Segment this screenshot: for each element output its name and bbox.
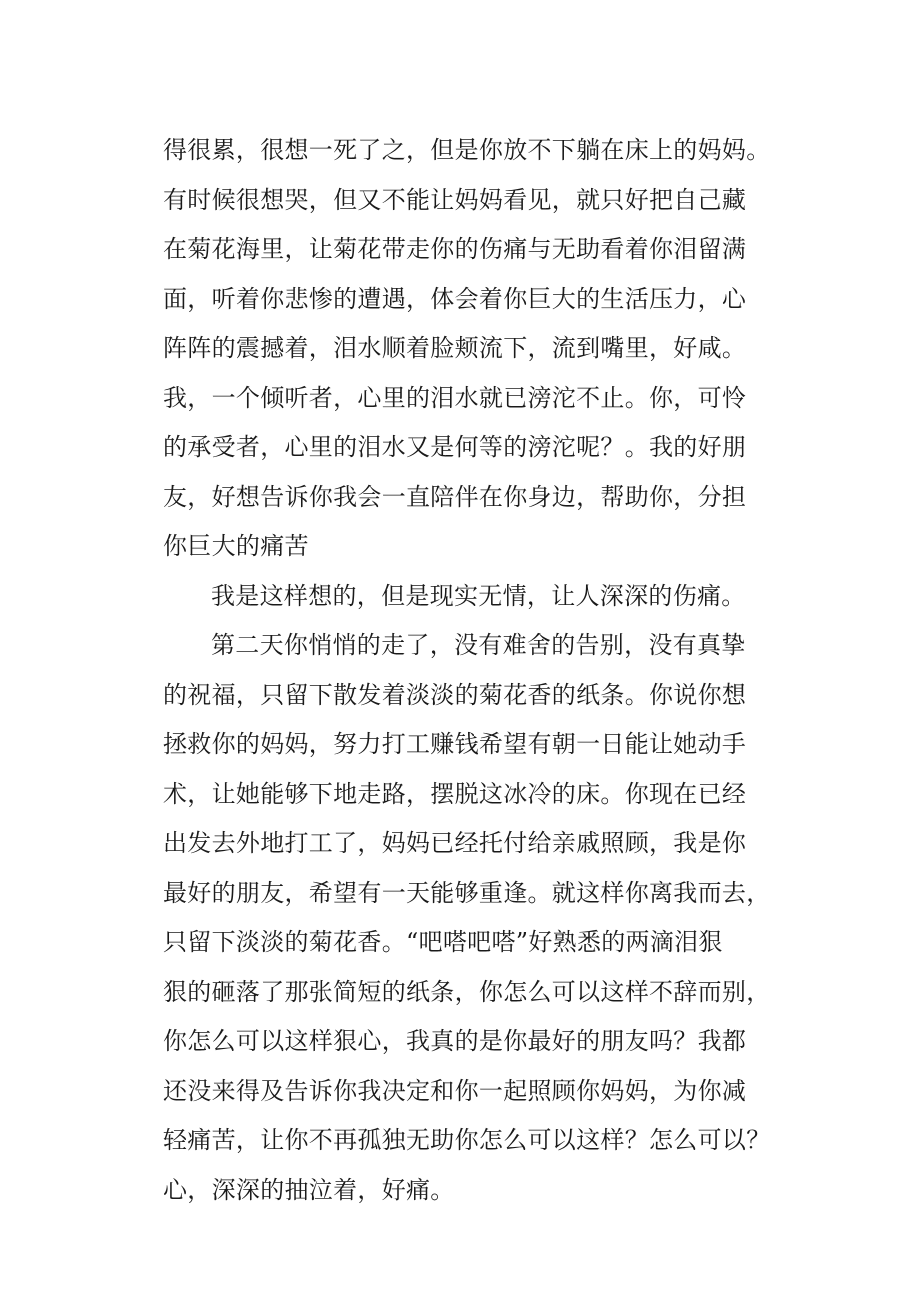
text-line: 面，听着你悲惨的遭遇，体会着你巨大的生活压力，心 [163,284,747,313]
paragraph-start-line: 第二天你悄悄的走了，没有难舍的告别，没有真挚 [211,631,746,659]
text-line: 术，让她能够下地走路，摆脱这冰冷的床。你现在已经 [163,779,747,808]
text-line: 心，深深的抽泣着，好痛。 [163,1175,455,1204]
text-line: 的祝福，只留下散发着淡淡的菊花香的纸条。你说你想 [163,680,747,709]
text-line: 还没来得及告诉你我决定和你一起照顾你妈妈，为你减 [163,1076,747,1105]
text-line: 我，一个倾听者，心里的泪水就已滂沱不止。你，可怜 [163,383,747,412]
text-line: 拯救你的妈妈，努力打工赚钱希望有朝一日能让她动手 [163,730,747,758]
text-line: 只留下淡淡的菊花香。“吧嗒吧嗒”好熟悉的两滴泪狠 [163,928,723,956]
text-line: 友，好想告诉你我会一直陪伴在你身边，帮助你，分担 [163,482,747,511]
text-line: 有时候很想哭，但又不能让妈妈看见，就只好把自己藏 [163,185,747,214]
text-line: 的承受者，心里的泪水又是何等的滂沱呢？。我的好朋 [163,433,747,461]
text-line: 你怎么可以这样狠心，我真的是你最好的朋友吗？我都 [163,1027,747,1055]
paragraph-start-line: 我是这样想的，但是现实无情，让人深深的伤痛。 [211,581,746,610]
text-line: 阵阵的震撼着，泪水顺着脸颊流下，流到嘴里，好咸。 [163,334,747,362]
text-line: 得很累，很想一死了之，但是你放不下躺在床上的妈妈。 [163,136,771,164]
text-line: 轻痛苦，让你不再孤独无助你怎么可以这样？怎么可以？ [163,1126,771,1154]
text-line: 出发去外地打工了，妈妈已经托付给亲戚照顾，我是你 [163,829,747,857]
text-line: 在菊花海里，让菊花带走你的伤痛与无助看着你泪留满 [163,235,747,263]
text-line: 最好的朋友，希望有一天能够重逢。就这样你离我而去， [163,878,771,907]
body-text [163,126,775,1215]
text-line: 你巨大的痛苦 [163,532,309,560]
text-line: 狠的砸落了那张简短的纸条，你怎么可以这样不辞而别， [163,977,771,1006]
